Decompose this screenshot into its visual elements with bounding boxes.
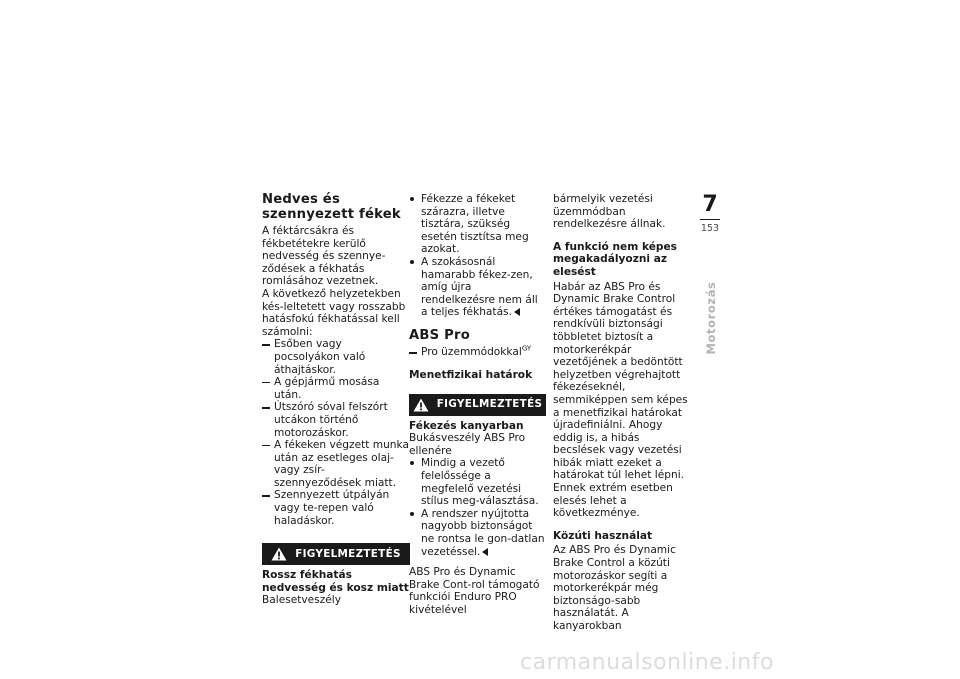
column-1 — [262, 193, 410, 607]
warning-label: FIGYELMEZTETÉS — [436, 398, 543, 411]
dash-list — [262, 338, 410, 527]
warning-title: Rossz fékhatás nedvesség és kosz miatt — [262, 569, 409, 594]
paragraph: Habár az ABS Pro és Dynamic Brake Control értékes támogatást és rendkívüli biztonsági többletet biztosít a motorkerékpár vezetőjének a bedöntött helyzetben végrehajtott fékezéseknél, semmiképpen sem képes a menetfizikai határokat újradefiniálni. Ahogy eddig is, a hibás becslések vagy vezetési hibák miatt ezeket a határokat túl lehet lépni. Ennek extrém esetben elesés lehet a következménye. — [553, 280, 688, 520]
list-item: A fékeken végzett munka után az esetleges olaj- vagy zsír-szennyeződések miatt. — [262, 439, 410, 489]
warning-banner — [262, 543, 410, 565]
dash-list — [409, 346, 546, 359]
list-item: Fékezze a fékeket szárazra, illetve tisztára, szükség esetén tisztítsa meg azokat. — [409, 193, 546, 256]
chapter-name: Motorozás — [704, 281, 718, 355]
list-item-text: A szokásosnál hamarabb fékez-zen, amíg újra rendelkezésre nem áll a teljes fékhatás. — [421, 255, 538, 319]
end-mark-icon — [514, 308, 520, 316]
warning-banner — [409, 394, 546, 416]
warning-text: Bukásveszély ABS Pro ellenére — [409, 432, 526, 457]
column-3 — [553, 193, 693, 633]
paragraph: Az ABS Pro és Dynamic Brake Control a közúti motorozáskor segíti a motorkerékpár még biztonságo-sabb használatát. A kanyarokban — [553, 544, 676, 632]
list-item — [409, 256, 546, 319]
chapter-number: 7 — [702, 192, 718, 217]
paragraph: bármelyik vezetési üzemmódban rendelkezésre állnak. — [553, 193, 666, 231]
list-item: A gépjármű mosása után. — [262, 376, 410, 401]
subsection-title-road-use: Közúti használat — [553, 529, 653, 542]
list-item: Szennyezett útpályán vagy te-repen való haladáskor. — [262, 489, 410, 527]
bullet-list — [409, 193, 546, 319]
warning-triangle-icon — [413, 398, 429, 412]
warning-text: Balesetveszély — [262, 594, 342, 607]
list-item — [409, 508, 546, 558]
paragraph: A féktárcsákra és fékbetétekre kerülő nedvesség és szennye-ződések a fékhatás romlásához vezetnek. — [262, 225, 386, 288]
subsection-title-function: A funkció nem képes megakadályozni az elesést — [553, 240, 677, 278]
end-mark-icon — [482, 548, 488, 556]
list-item: Esőben vagy pocsolyákon való áthajtáskor. — [262, 338, 410, 376]
list-item — [409, 346, 546, 359]
bullet-list — [409, 457, 546, 558]
list-item-text: A rendszer nyújtotta nagyobb biztonságot ne rontsa le gon-datlan vezetéssel. — [421, 507, 545, 558]
chapter-name-vertical — [694, 268, 728, 368]
superscript: GY — [521, 344, 532, 353]
paragraph: ABS Pro és Dynamic Brake Cont-rol támogató funkciói Enduro PRO kivételével — [409, 566, 540, 616]
section-title-wet-brakes: Nedves és szennyezett fékek — [262, 192, 401, 222]
section-title-abs-pro: ABS Pro — [409, 327, 470, 343]
watermark: carmanualsonline.info — [520, 650, 774, 675]
page-number: 153 — [700, 223, 720, 235]
warning-title: Fékezés kanyarban — [409, 419, 524, 432]
paragraph: A következő helyzetekben kés-leltetett vagy rosszabb hatásfokú fékhatással kell számolni: — [262, 287, 406, 338]
warning-triangle-icon — [271, 547, 287, 561]
list-item: Útszóró sóval felszórt utcákon történő motorozáskor. — [262, 401, 410, 439]
chapter-tab — [698, 193, 722, 234]
list-item-text: Pro üzemmódokkal — [421, 346, 522, 359]
list-item: Mindig a vezető felelőssége a megfelelő vezetési stílus meg-választása. — [409, 457, 546, 507]
chapter-divider — [700, 219, 720, 220]
subsection-title-physics: Menetfizikai határok — [409, 369, 533, 382]
column-2 — [409, 193, 546, 617]
warning-label: FIGYELMEZTETÉS — [295, 547, 401, 560]
